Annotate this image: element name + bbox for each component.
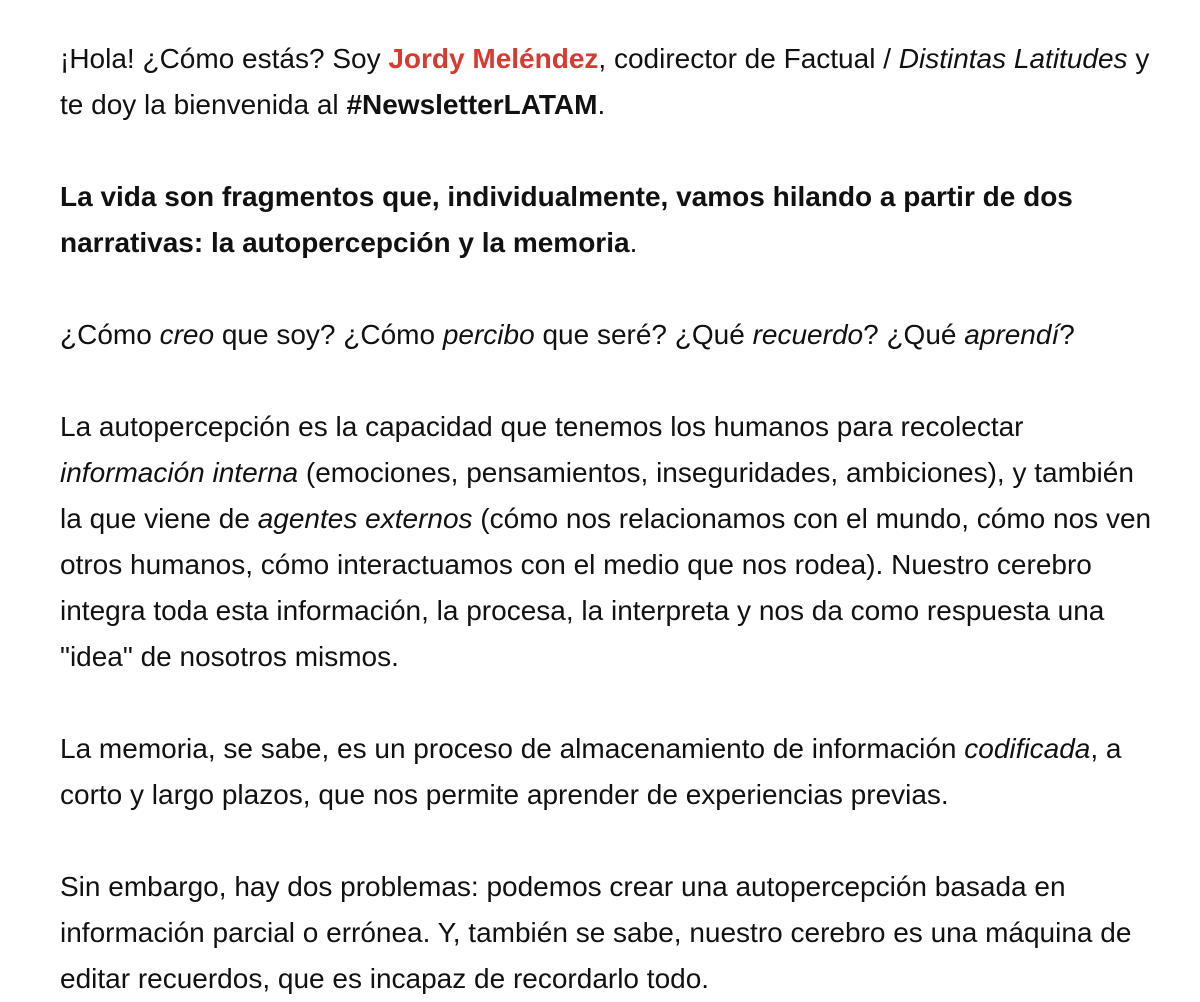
paragraph-text: Sin embargo, hay dos problemas: podemos crear una autopercepción basada en información parcial o errónea. Y, también se sabe, nuestro cerebro es una máquina de editar recuerdos, que es incapaz de recordarlo todo. [60, 871, 1132, 994]
newsletter-body [60, 36, 1160, 1002]
greeting-paragraph [60, 36, 1160, 128]
thesis-paragraph [60, 174, 1160, 266]
self-perception-paragraph [60, 404, 1160, 680]
paragraph-text: (cómo nos relacionamos con el mundo, cómo nos ven otros humanos, cómo interactuamos con el medio que nos rodea). Nuestro cerebro integra toda esta información, la procesa, la interpreta y nos da como respuesta una "idea" de nosotros mismos. [60, 503, 1152, 672]
question-text: ? ¿Qué [863, 319, 965, 350]
paragraph-text: La memoria, se sabe, es un proceso de almacenamiento de información [60, 733, 965, 764]
paragraph-text: La autopercepción es la capacidad que tenemos los humanos para recolectar [60, 411, 1024, 442]
problems-paragraph [60, 864, 1160, 1002]
question-emphasis: percibo [442, 319, 535, 350]
paragraph-text: (emociones, pensamientos, inseguridades, ambiciones), y también la que viene de [60, 457, 1134, 534]
author-link[interactable]: Jordy Meléndez [388, 43, 599, 74]
greeting-intro: ¡Hola! ¿Cómo estás? Soy [60, 43, 389, 74]
greeting-end: . [597, 89, 606, 120]
emphasis-text: agentes externos [257, 503, 473, 534]
thesis-bold-text: La vida son fragmentos que, individualmente, vamos hilando a partir de dos narrativas: la autopercepción y la memoria [60, 181, 1073, 258]
paragraph-text: , a corto y largo plazos, que nos permite aprender de experiencias previas. [60, 733, 1122, 810]
emphasis-text: información interna [60, 457, 299, 488]
memory-paragraph [60, 726, 1160, 818]
question-text: ? [1059, 319, 1075, 350]
greeting-role: , codirector de Factual / [598, 43, 899, 74]
question-emphasis: aprendí [964, 319, 1060, 350]
emphasis-text: codificada [964, 733, 1091, 764]
greeting-welcome: y te doy la bienvenida al [60, 43, 1150, 120]
question-emphasis: recuerdo [752, 319, 864, 350]
thesis-end: . [629, 227, 638, 258]
question-text: que soy? ¿Cómo [214, 319, 443, 350]
publication-name: Distintas Latitudes [898, 43, 1128, 74]
question-text: que seré? ¿Qué [534, 319, 753, 350]
question-emphasis: creo [159, 319, 215, 350]
newsletter-hashtag: #NewsletterLATAM [346, 89, 598, 120]
questions-paragraph [60, 312, 1160, 358]
question-text: ¿Cómo [60, 319, 160, 350]
